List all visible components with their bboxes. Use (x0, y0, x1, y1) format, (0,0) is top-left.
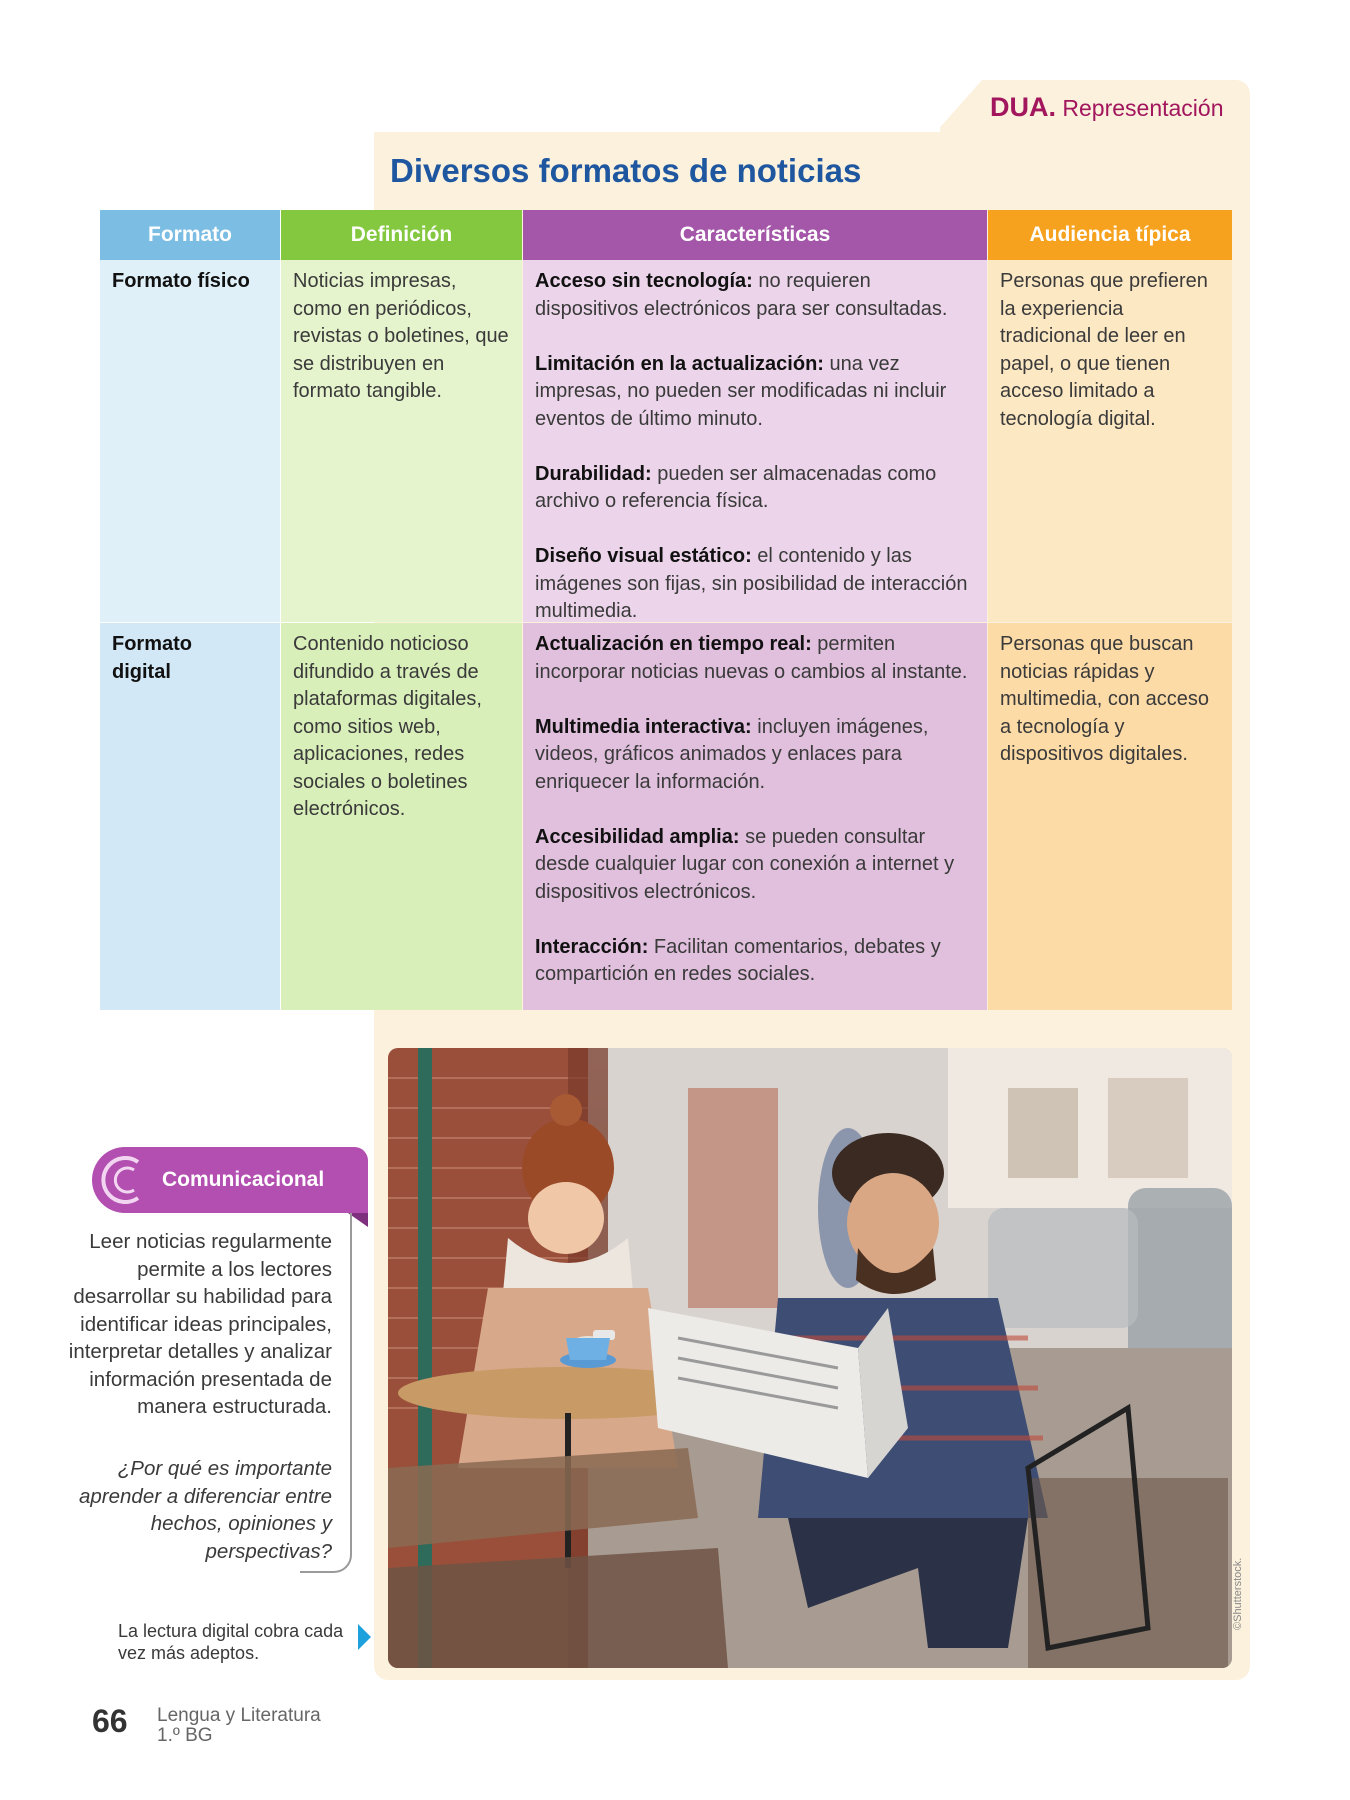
comunicacional-label: Comunicacional (162, 1168, 325, 1191)
char-item: Diseño visual estático: el contenido y las imágenes son fijas, sin posibilidad de interacción multimedia. (535, 545, 968, 622)
page-title: Diversos formatos de noticias (390, 152, 862, 189)
row1-characteristics (523, 260, 987, 622)
row2-format (100, 623, 280, 1010)
comunicacional-question: ¿Por qué es importante aprender a diferenciar entre hechos, opiniones y perspectivas? (79, 1457, 332, 1563)
subject-name: Lengua y Literatura (157, 1705, 321, 1726)
row2-format-text: Formato digital (112, 633, 192, 683)
cafe-illustration (388, 1048, 1232, 1668)
subject-label (157, 1706, 321, 1746)
header-definicion: Definición (281, 210, 522, 260)
char-item: Multimedia interactiva: incluyen imágenes, videos, gráficos animados y enlaces para enriquecer la información. (535, 715, 929, 793)
row1-definition: Noticias impresas, como en periódicos, revistas o boletines, que se distribuyen en formato tangible. (281, 260, 522, 622)
char-item: Accesibilidad amplia: se pueden consultar desde cualquier lugar con conexión a internet y dispositivos electrónicos. (535, 825, 955, 903)
cafe-photo (388, 1048, 1232, 1668)
row2-characteristics (523, 623, 987, 1010)
photo-credit (1232, 1610, 1322, 1630)
header-formato: Formato (100, 210, 280, 260)
column-definicion (281, 210, 522, 1010)
char-item: Interacción: Facilitan comentarios, debates y compartición en redes sociales. (535, 935, 941, 985)
header-caracteristicas: Características (523, 210, 987, 260)
char-item: Limitación en la actualización: una vez impresas, no pueden ser modificadas ni incluir eventos de último minuto. (535, 352, 947, 430)
char-item: Durabilidad: pueden ser almacenadas como archivo o referencia física. (535, 462, 937, 512)
char-item: Actualización en tiempo real: permiten incorporar noticias nuevas o cambios al instante. (535, 633, 968, 683)
row2-audience: Personas que buscan noticias rápidas y multimedia, con acceso a tecnología y dispositivos digitales. (988, 623, 1232, 1010)
header-audiencia: Audiencia típica (988, 210, 1232, 260)
column-caracteristicas (523, 210, 987, 1010)
row2-definition: Contenido noticioso difundido a través de plataformas digitales, como sitios web, aplicaciones, redes sociales o boletines electrónicos. (281, 623, 522, 1010)
dua-strong: DUA. (990, 92, 1056, 122)
row1-audience: Personas que prefieren la experiencia tradicional de leer en papel, o que tienen acceso limitado a tecnología digital. (988, 260, 1232, 622)
subject-grade: 1.º BG (157, 1725, 213, 1746)
comunicacional-text: Leer noticias regularmente permite a los lectores desarrollar su habilidad para identificar ideas principales, interpretar detalles y analizar información presentada de manera estructurada. (68, 1230, 332, 1418)
photo-caption: La lectura digital cobra cada vez más adeptos. (118, 1621, 344, 1663)
row1-format: Formato físico (100, 260, 280, 622)
caption-arrow-icon (358, 1624, 371, 1650)
page-number: 66 (92, 1703, 128, 1739)
column-formato (100, 210, 280, 1010)
comunicacional-icon (98, 1152, 154, 1208)
column-audiencia (988, 210, 1232, 1010)
dua-label (990, 92, 1224, 123)
char-item: Acceso sin tecnología: no requieren dispositivos electrónicos para ser consultadas. (535, 270, 948, 320)
dua-rest: Representación (1062, 95, 1224, 121)
formats-table (100, 210, 1232, 1010)
